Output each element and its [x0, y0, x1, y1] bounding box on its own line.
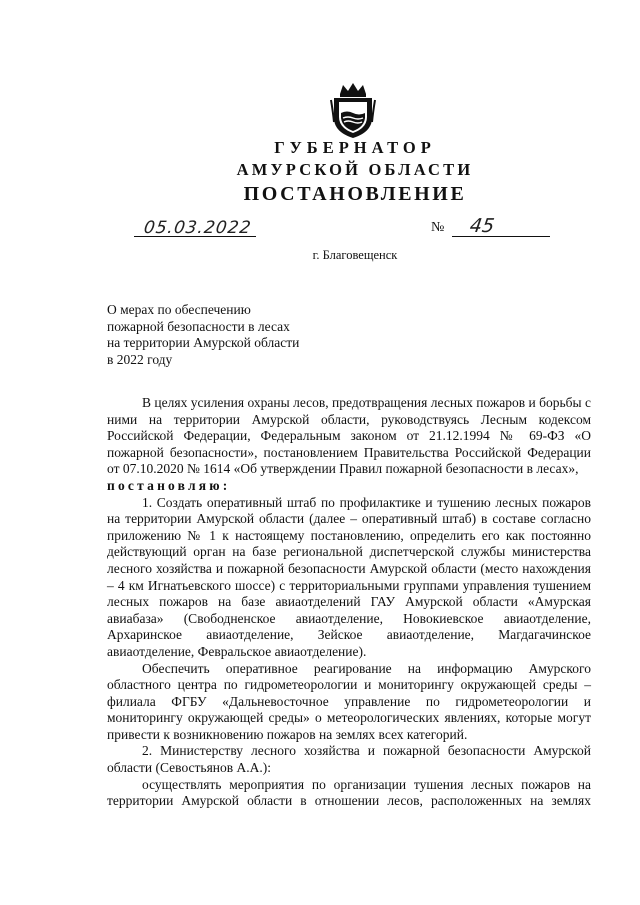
- governor-heading: ГУБЕРНАТОР: [274, 138, 436, 157]
- document-subject: [107, 302, 299, 368]
- coat-of-arms-icon: [330, 82, 376, 140]
- paragraph-1: 1. Создать оперативный штаб по профилактике и тушению лесных пожаров на территории Амурской области (далее – оперативный штаб) в составе согласно приложению № 1 к настоящему постановлению, определить его как постоянно действующий орган на базе региональной диспетчерской службы министерства лесного хозяйства и пожарной безопасности Амурской области (место нахождения – 4 км Игнатьевского шоссе) с территориальными группами управления тушением лесных пожаров на базе авиаотделений ГАУ Амурской области «Амурская авиабаза» (Свободненское авиаотделение, Новокиевское авиаотделение, Архаринское авиаотделение, Зейское авиаотделение, Магдагачинское авиаотделение, Февральское авиаотделение).: [107, 494, 591, 659]
- resolve-word: постановляю:: [107, 477, 231, 493]
- document-number: 45: [468, 215, 496, 237]
- paragraph-1-continued: Обеспечить оперативное реагирование на информацию Амурского областного центра по гидрометеорологии и мониторингу окружающей среды – филиала ФГБУ «Дальневосточное управление по гидрометеорологии и мониторингу окружающей среды» о метеорологических явлениях, которые могут привести к возникновению пожаров на землях всех категорий.: [107, 660, 591, 742]
- preamble-paragraph: В целях усиления охраны лесов, предотвращения лесных пожаров и борьбы с ними на территории Амурской области, руководствуясь Лесным кодексом Российской Федерации, Федеральным законом от 21.12.1994 № 69-ФЗ «О пожарной безопасности», постановлением Правительства Российской Федерации от 07.10.2020 № 1614 «Об утверждении Правил пожарной безопасности в лесах»,: [107, 395, 591, 477]
- date-underline: [134, 236, 256, 237]
- number-label: №: [431, 220, 445, 235]
- number-underline: [452, 236, 550, 237]
- subject-line: О мерах по обеспечению: [107, 302, 251, 317]
- document-body: [107, 395, 591, 810]
- region-heading: АМУРСКОЙ ОБЛАСТИ: [236, 160, 474, 179]
- document-date: 05.03.2022: [142, 218, 253, 238]
- paragraph-2-item: осуществлять мероприятия по организации тушения лесных пожаров на территории Амурской области в отношении лесов, расположенных на землях: [107, 776, 591, 809]
- paragraph-2: 2. Министерству лесного хозяйства и пожарной безопасности Амурской области (Севостьянов А.А.):: [107, 743, 591, 776]
- subject-line: в 2022 году: [107, 351, 173, 367]
- subject-line: на территории Амурской области: [107, 335, 300, 350]
- city-label: г. Благовещенск: [312, 248, 398, 262]
- document-type-title: ПОСТАНОВЛЕНИЕ: [243, 183, 467, 205]
- subject-line: пожарной безопасности в лесах: [107, 318, 290, 334]
